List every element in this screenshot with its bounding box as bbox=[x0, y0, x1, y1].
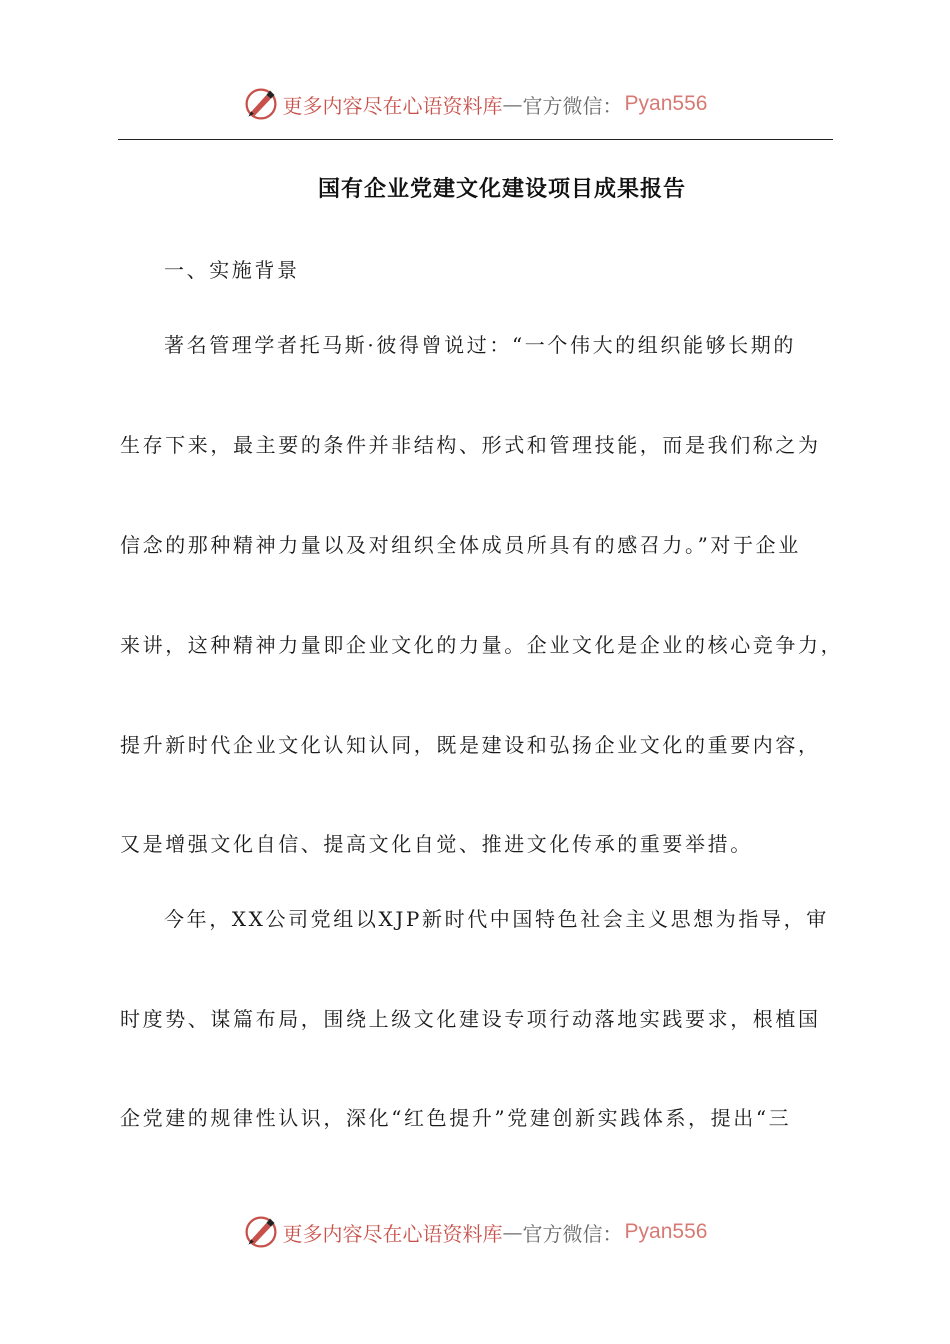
header-banner bbox=[0, 80, 950, 128]
banner-wechat-label: 官方微信： bbox=[522, 93, 623, 118]
paragraph-line: 生存下来，最主要的条件并非结构、形式和管理技能，而是我们称之为 bbox=[120, 433, 821, 457]
banner-separator: — bbox=[502, 92, 523, 116]
banner-text: 更多内容尽在心语资料库 bbox=[282, 93, 503, 118]
pen-nib-logo-icon bbox=[243, 1214, 279, 1250]
paragraph-line: 著名管理学者托马斯·彼得曾说过：“一个伟大的组织能够长期的 bbox=[164, 333, 796, 357]
paragraph-line: 企党建的规律性认识，深化“红色提升”党建创新实践体系，提出“三 bbox=[120, 1106, 792, 1130]
header-divider bbox=[118, 139, 833, 140]
paragraph-line: 今年，XX公司党组以XJP新时代中国特色社会主义思想为指导，审 bbox=[164, 907, 829, 931]
section-heading: 一、实施背景 bbox=[164, 258, 300, 282]
paragraph-line: 来讲，这种精神力量即企业文化的力量。企业文化是企业的核心竞争力， bbox=[120, 633, 844, 657]
paragraph-line: 时度势、谋篇布局，围绕上级文化建设专项行动落地实践要求，根植国 bbox=[120, 1007, 821, 1031]
document-title: 国有企业党建文化建设项目成果报告 bbox=[317, 177, 686, 202]
banner-text: 更多内容尽在心语资料库 bbox=[282, 1221, 503, 1246]
paragraph-line: 提升新时代企业文化认知认同，既是建设和弘扬企业文化的重要内容， bbox=[120, 733, 821, 757]
banner-wechat-id: Pyan556 bbox=[624, 92, 708, 115]
banner-wechat-id: Pyan556 bbox=[624, 1220, 708, 1243]
banner-separator: — bbox=[502, 1220, 523, 1244]
paragraph-line: 又是增强文化自信、提高文化自觉、推进文化传承的重要举措。 bbox=[120, 832, 753, 856]
banner-wechat-label: 官方微信： bbox=[522, 1221, 623, 1246]
paragraph-line: 信念的那种精神力量以及对组织全体成员所具有的感召力。”对于企业 bbox=[120, 533, 801, 557]
pen-nib-logo-icon bbox=[243, 86, 279, 122]
footer-banner bbox=[0, 1208, 950, 1256]
